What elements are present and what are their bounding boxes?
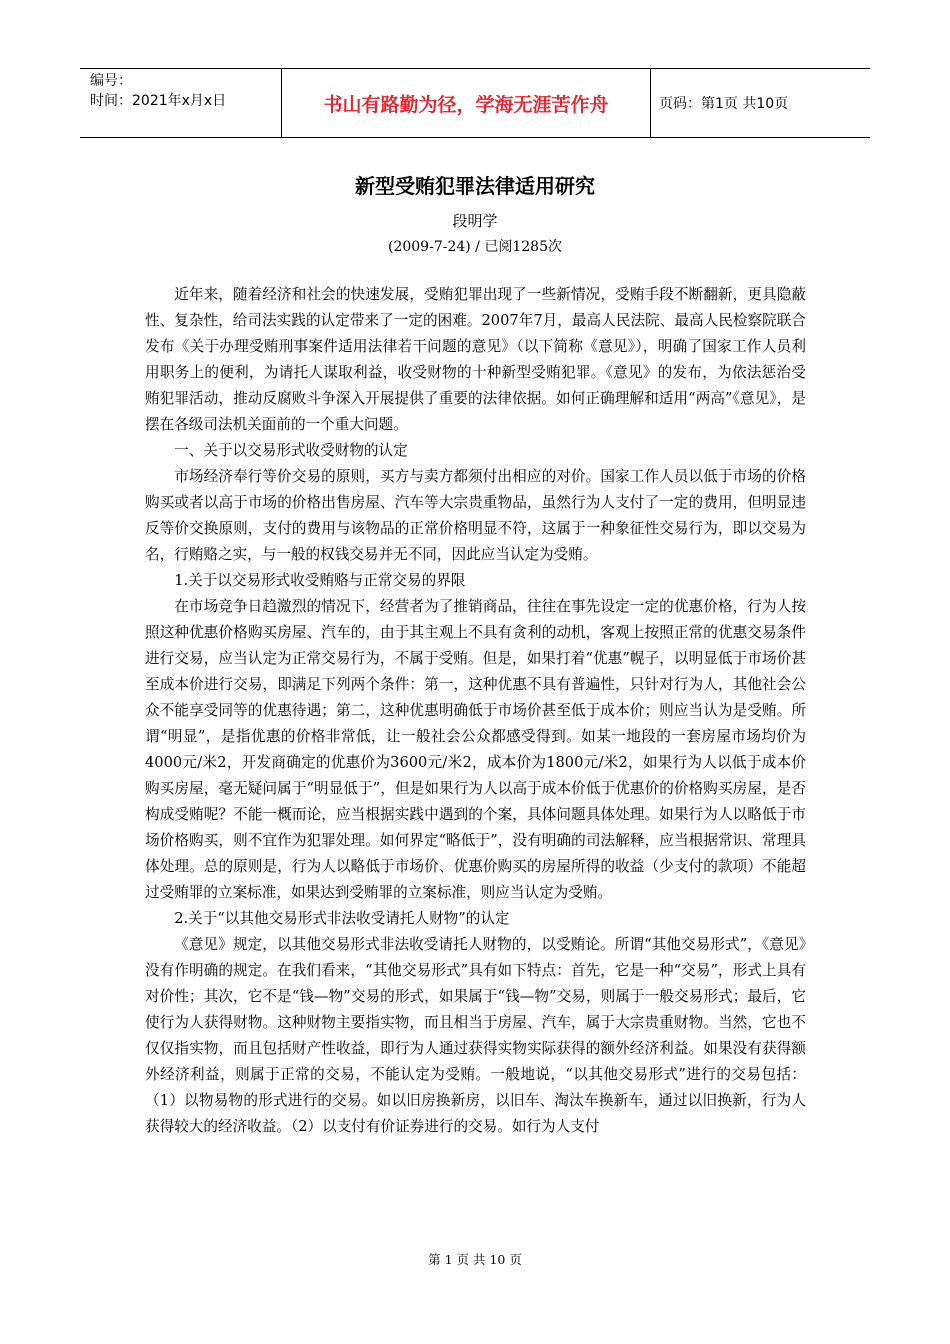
paragraph: 在市场竞争日趋激烈的情况下，经营者为了推销商品，往往在事先设定一定的优惠价格，行为人按照这种优惠价格购买房屋、汽车的，由于其主观上不具有贪利的动机，客观上按照正常的优惠交易条件进行交易，应当认定为正常交易行为，不属于受贿。但是，如果打着“优惠”幌子，以明显低于市场价甚至成本价进行交易，即满足下列两个条件：第一，这种优惠不具有普遍性，只针对行为人，其他社会公众不能享受同等的优惠待遇；第二，这种优惠明确低于市场价甚至低于成本价；则应当认为是受贿。所谓“明显”，是指优惠的价格非常低，让一般社会公众都感受得到。如某一地段的一套房屋市场均价为4000元/米2，开发商确定的优惠价为3600元/米2，成本价为1800元/米2，如果行为人以低于成本价购买房屋，毫无疑问属于“明显低于”，但是如果行为人以高于成本价低于优惠价的价格购买房屋，是否构成受贿呢？不能一概而论，应当根据实践中遇到的个案，具体问题具体处理。如果行为人以略低于市场价格购买，则不宜作为犯罪处理。如何界定“略低于”，没有明确的司法解释，应当根据常识、常理具体处理。总的原则是，行为人以略低于市场价、优惠价购买的房屋所得的收益（少支付的款项）不能超过受贿罪的立案标准，如果达到受贿罪的立案标准，则应当认定为受贿。 — [145, 598, 806, 901]
article-title: 新型受贿犯罪法律适用研究 — [355, 174, 595, 198]
section-heading: 一、关于以交易形式收受财物的认定 — [174, 442, 408, 459]
page-header — [80, 68, 870, 138]
article-author: 段明学 — [452, 212, 498, 230]
motto-text: 书山有路勤为径，学海无涯苦作舟 — [323, 93, 609, 116]
paragraph: 近年来，随着经济和社会的快速发展，受贿犯罪出现了一些新情况，受贿手段不断翻新，更具隐蔽性、复杂性，给司法实践的认定带来了一定的困难。2007年7月，最高人民法院、最高人民检察院联合发布《关于办理受贿刑事案件适用法律若干问题的意见》（以下简称《意见》），明确了国家工作人员利用职务上的便利，为请托人谋取利益，收受财物的十种新型受贿犯罪。《意见》的发布，为依法惩治受贿犯罪活动，推动反腐败斗争深入开展提供了重要的法律依据。如何正确理解和适用“两高”《意见》，是摆在各级司法机关面前的一个重大问题。 — [145, 286, 806, 433]
article-body — [145, 282, 806, 1140]
page-info-text: 页码：第1页 共10页 — [659, 96, 789, 112]
subsection-heading: 2.关于“以其他交易形式非法收受请托人财物”的认定 — [174, 910, 510, 927]
header-meta — [80, 69, 282, 137]
subsection-heading: 1.关于以交易形式收受贿赂与正常交易的界限 — [174, 572, 466, 589]
page-footer: 第 1 页 共 10 页 — [428, 1252, 522, 1267]
paragraph: 《意见》规定，以其他交易形式非法收受请托人财物的，以受贿论。所谓“其他交易形式”，《意见》没有作明确的规定。在我们看来，“其他交易形式”具有如下特点：首先，它是一种“交易”，形式上具有对价性；其次，它不是“钱—物”交易的形式，如果属于“钱—物”交易，则属于一般交易形式；最后，它使行为人获得财物。这种财物主要指实物，而且相当于房屋、汽车，属于大宗贵重财物。当然，它也不仅仅指实物，而且包括财产性收益，即行为人通过获得实物实际获得的额外经济利益。如果没有获得额外经济利益，则属于正常的交易，不能认定为受贿。一般地说，“以其他交易形式”进行的交易包括：（1）以物易物的形式进行的交易。如以旧房换新房，以旧车、淘汰车换新车，通过以旧换新，行为人获得较大的经济收益。（2）以支付有价证券进行的交易。如行为人支付 — [145, 936, 806, 1135]
time-label: 时间：2021年x月x日 — [90, 93, 227, 109]
header-page-info — [651, 69, 870, 137]
article-dateline: (2009-7-24) / 已阅1285次 — [388, 239, 562, 255]
number-label: 编号： — [90, 73, 132, 89]
header-motto — [282, 69, 651, 137]
paragraph: 市场经济奉行等价交易的原则，买方与卖方都须付出相应的对价。国家工作人员以低于市场的价格购买或者以高于市场的价格出售房屋、汽车等大宗贵重物品，虽然行为人支付了一定的费用，但明显违反等价交换原则，支付的费用与该物品的正常价格明显不符，这属于一种象征性交易行为，即以交易为名，行贿赂之实，与一般的权钱交易并无不同，因此应当认定为受贿。 — [145, 468, 806, 563]
